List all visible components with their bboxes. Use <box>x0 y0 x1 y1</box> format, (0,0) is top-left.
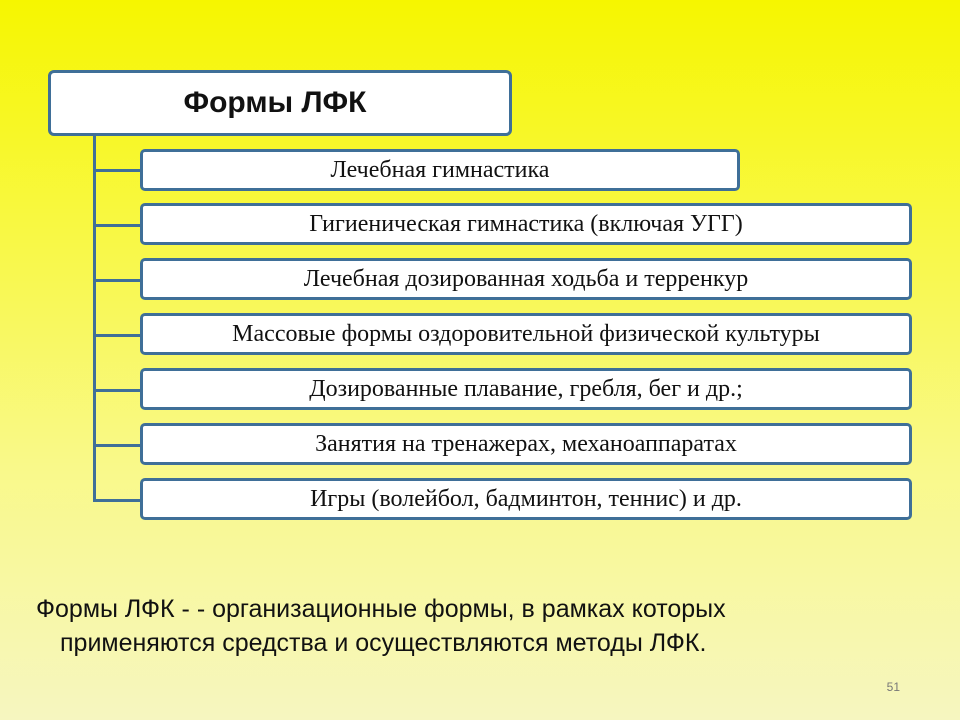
root-title: Формы ЛФК <box>183 86 367 119</box>
form-item-7: Игры (волейбол, бадминтон, теннис) и др. <box>140 478 912 520</box>
tree-connector-7 <box>93 499 140 502</box>
caption-line-1: Формы ЛФК - - организационные формы, в рамках которых <box>36 595 726 623</box>
tree-connector-3 <box>93 279 140 282</box>
caption <box>36 592 916 660</box>
form-item-2: Гигиеническая гимнастика (включая УГГ) <box>140 203 912 245</box>
page-number: 51 <box>886 680 900 694</box>
tree-connector-5 <box>93 389 140 392</box>
form-item-5: Дозированные плавание, гребля, бег и др.; <box>140 368 912 410</box>
tree-connector-6 <box>93 444 140 447</box>
form-item-4: Массовые формы оздоровительной физической культуры <box>140 313 912 355</box>
tree-connector-1 <box>93 169 140 172</box>
form-item-6: Занятия на тренажерах, механоаппаратах <box>140 423 912 465</box>
tree-connector-vertical <box>93 136 96 502</box>
tree-connector-2 <box>93 224 140 227</box>
form-item-3: Лечебная дозированная ходьба и терренкур <box>140 258 912 300</box>
caption-line-2: применяются средства и осуществляются методы ЛФК. <box>60 629 707 657</box>
tree-connector-4 <box>93 334 140 337</box>
form-item-1: Лечебная гимнастика <box>140 149 740 191</box>
root-node <box>48 70 512 136</box>
